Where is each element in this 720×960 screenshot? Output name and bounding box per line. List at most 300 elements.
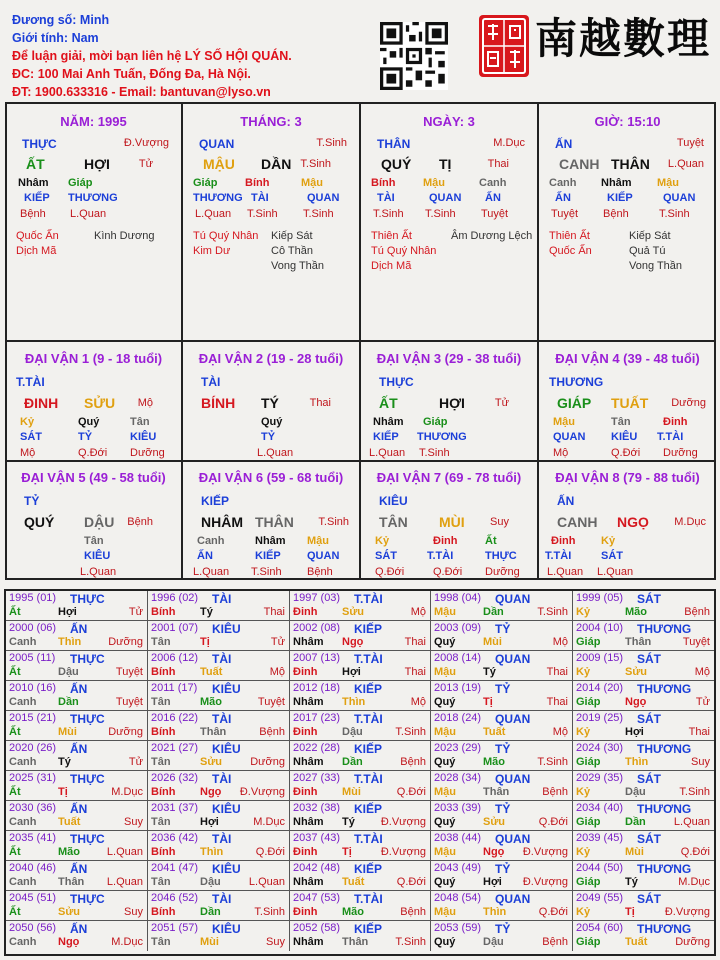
- special-star: Tú Quý Nhân: [371, 245, 437, 257]
- year-stem: Mậu: [434, 846, 456, 858]
- year-god: THƯƠNG: [637, 802, 692, 816]
- hidden-state: L.Quan: [369, 447, 406, 459]
- year-label: 2043 (49): [434, 862, 482, 874]
- year-branch: Dậu: [625, 786, 646, 798]
- dai-van-star: T.TÀI: [16, 375, 45, 389]
- header-line: Giới tính: Nam: [12, 31, 99, 45]
- year-branch: Ngọ: [58, 936, 80, 948]
- hidden-state: T.Sinh: [425, 208, 456, 220]
- year-cell: [573, 741, 714, 771]
- hidden-state: T.Sinh: [419, 447, 450, 459]
- year-cell: [148, 921, 290, 951]
- hidden-state: Tuyệt: [551, 208, 579, 220]
- special-star: Tú Quý Nhân: [193, 230, 259, 242]
- year-label: 2006 (12): [151, 652, 199, 664]
- hidden-stem: Kỷ: [601, 535, 616, 547]
- year-stage: Dưỡng: [108, 726, 143, 738]
- year-stem: Giáp: [576, 816, 601, 828]
- heavenly-stem: ĐINH: [24, 395, 59, 411]
- year-stage: Suy: [124, 816, 143, 828]
- life-stage: T.Sinh: [318, 516, 349, 528]
- hidden-stem: Mậu: [657, 177, 679, 189]
- year-god: QUAN: [495, 772, 531, 786]
- year-stage: L.Quan: [106, 876, 143, 888]
- hidden-stem: Đinh: [551, 535, 576, 547]
- special-star: Dịch Mã: [16, 245, 57, 257]
- special-star: Dịch Mã: [371, 260, 412, 272]
- year-branch: Tý: [483, 666, 496, 678]
- dai-van-8: [539, 462, 716, 580]
- seal-stamp-icon: [478, 14, 530, 78]
- year-stage: T.Sinh: [537, 756, 568, 768]
- year-label: 2050 (56): [9, 922, 57, 934]
- year-stem: Canh: [9, 636, 37, 648]
- hidden-stem: Tân: [84, 535, 104, 547]
- year-god: T.TÀI: [354, 712, 383, 726]
- year-branch: Tị: [625, 906, 635, 918]
- year-god: THỰC: [70, 592, 105, 606]
- year-god: T.TÀI: [354, 892, 383, 906]
- year-stage: T.Sinh: [395, 936, 426, 948]
- hidden-stem: Bính: [371, 177, 396, 189]
- year-stem: Tân: [151, 636, 171, 648]
- hidden-state: L.Quan: [257, 447, 294, 459]
- year-stem: Tân: [151, 696, 171, 708]
- year-stage: Bệnh: [542, 936, 568, 948]
- year-stem: Giáp: [576, 696, 601, 708]
- dai-van-star: TÀI: [201, 375, 221, 389]
- year-stage: Tử: [128, 756, 143, 768]
- year-stage: Mộ: [552, 726, 568, 738]
- year-branch: Mùi: [58, 726, 77, 738]
- year-stem: Đinh: [293, 606, 318, 618]
- special-star: Vong Thần: [629, 260, 683, 272]
- year-god: TÀI: [212, 772, 232, 786]
- special-star: Kình Dương: [94, 230, 155, 242]
- year-stage: T.Sinh: [679, 786, 710, 798]
- year-cell: [290, 891, 431, 921]
- year-stage: Thai: [404, 666, 426, 678]
- hidden-stem: Đinh: [663, 416, 688, 428]
- year-cell: [148, 711, 290, 741]
- year-god: SÁT: [637, 592, 661, 606]
- year-branch: Tý: [625, 876, 638, 888]
- year-label: 2009 (15): [576, 652, 624, 664]
- hidden-stem: Kỷ: [20, 416, 35, 428]
- hidden-stem: Kỷ: [375, 535, 390, 547]
- dai-van-star: THỰC: [379, 375, 414, 389]
- year-branch: Sửu: [342, 606, 365, 618]
- pillar-star: ẤN: [555, 137, 573, 151]
- year-god: TỶ: [495, 682, 511, 696]
- year-stage: M.Dục: [111, 786, 143, 798]
- year-stem: Bính: [151, 606, 176, 618]
- year-cell: [290, 681, 431, 711]
- dai-van-star: KIÊU: [379, 494, 408, 508]
- hidden-state: T.Sinh: [251, 566, 282, 578]
- year-stage: Dưỡng: [108, 636, 143, 648]
- year-stem: Quý: [434, 636, 456, 648]
- earthly-branch: HỢI: [439, 395, 465, 411]
- hidden-stem: Mậu: [307, 535, 329, 547]
- heavenly-stem: ẤT: [26, 156, 45, 172]
- year-god: SÁT: [637, 772, 661, 786]
- year-label: 2007 (13): [293, 652, 341, 664]
- year-stem: Bính: [151, 786, 176, 798]
- hidden-state: Mộ: [20, 447, 36, 459]
- year-cell: [290, 861, 431, 891]
- year-stage: Mộ: [410, 696, 426, 708]
- year-stem: Đinh: [293, 726, 318, 738]
- earthly-branch: TỊ: [439, 156, 452, 172]
- year-stem: Kỷ: [576, 666, 591, 678]
- year-god: KIẾP: [354, 862, 383, 876]
- year-stem: Mậu: [434, 726, 456, 738]
- hidden-stem: Nhâm: [601, 177, 632, 189]
- year-label: 2024 (30): [576, 742, 624, 754]
- year-branch: Dậu: [342, 726, 363, 738]
- year-stage: Mộ: [269, 666, 285, 678]
- earthly-branch: THÂN: [255, 514, 294, 530]
- hidden-god: QUAN: [307, 550, 340, 562]
- year-stage: M.Dục: [678, 876, 710, 888]
- year-branch: Ngọ: [625, 696, 647, 708]
- hidden-stem: Tân: [130, 416, 150, 428]
- year-label: 1997 (03): [293, 592, 341, 604]
- year-cell: [290, 741, 431, 771]
- pillar-2: [361, 104, 537, 341]
- earthly-branch: DẦN: [261, 156, 292, 172]
- hidden-stem: Mậu: [301, 177, 323, 189]
- hidden-state: Q.Đới: [611, 447, 641, 459]
- hidden-god: SÁT: [20, 431, 42, 443]
- year-stem: Nhâm: [293, 696, 324, 708]
- heavenly-stem: BÍNH: [201, 395, 236, 411]
- year-branch: Thân: [342, 936, 369, 948]
- year-cell: [6, 831, 148, 861]
- year-label: 2019 (25): [576, 712, 624, 724]
- year-stage: Tuyệt: [257, 696, 285, 708]
- year-branch: Tuất: [483, 726, 506, 738]
- year-label: 2045 (51): [9, 892, 57, 904]
- dai-van-title: ĐẠI VẬN 5 (49 - 58 tuổi): [21, 470, 166, 485]
- year-label: 1998 (04): [434, 592, 482, 604]
- year-stem: Ất: [9, 606, 21, 618]
- year-label: 2010 (16): [9, 682, 57, 694]
- year-god: TỶ: [495, 802, 511, 816]
- hidden-stem: Quý: [261, 416, 283, 428]
- pillar-title: GIỜ: 15:10: [594, 114, 661, 129]
- year-stage: Suy: [124, 906, 143, 918]
- year-god: THƯƠNG: [637, 862, 692, 876]
- year-branch: Hợi: [342, 666, 361, 678]
- year-stem: Nhâm: [293, 756, 324, 768]
- annual-luck-grid: [4, 589, 716, 956]
- life-stage: Suy: [490, 516, 509, 528]
- dai-van-2: [183, 343, 359, 461]
- hidden-state: T.Sinh: [659, 208, 690, 220]
- special-star: Kiếp Sát: [271, 230, 313, 242]
- year-cell: [6, 711, 148, 741]
- year-stem: Canh: [9, 936, 37, 948]
- year-stage: T.Sinh: [254, 906, 285, 918]
- hidden-god: THƯƠNG: [68, 192, 118, 204]
- hidden-state: L.Quan: [80, 566, 117, 578]
- year-cell: [290, 801, 431, 831]
- year-stem: Bính: [151, 906, 176, 918]
- hidden-god: KIẾP: [607, 192, 633, 204]
- year-stem: Nhâm: [293, 636, 324, 648]
- year-label: 2011 (17): [151, 682, 198, 694]
- year-cell: [431, 741, 573, 771]
- year-stage: Q.Đới: [255, 846, 285, 858]
- year-branch: Tý: [200, 606, 213, 618]
- year-stem: Đinh: [293, 666, 318, 678]
- year-branch: Tuất: [625, 936, 648, 948]
- year-cell: [573, 771, 714, 801]
- year-god: KIÊU: [212, 682, 241, 696]
- year-stage: Suy: [266, 936, 285, 948]
- year-branch: Sửu: [58, 906, 81, 918]
- pillar-1: [183, 104, 359, 341]
- year-branch: Tị: [58, 786, 68, 798]
- year-label: 1996 (02): [151, 592, 199, 604]
- year-stage: Thai: [546, 696, 568, 708]
- year-stem: Tân: [151, 936, 171, 948]
- year-label: 2014 (20): [576, 682, 624, 694]
- year-cell: [290, 621, 431, 651]
- year-label: 2002 (08): [293, 622, 341, 634]
- year-branch: Hợi: [58, 606, 77, 618]
- dai-van-5: [6, 462, 181, 580]
- hidden-state: Bệnh: [307, 566, 333, 578]
- hidden-god: T.TÀI: [657, 431, 684, 443]
- year-stage: Q.Đới: [396, 786, 426, 798]
- year-label: 2027 (33): [293, 772, 341, 784]
- year-label: 2041 (47): [151, 862, 199, 874]
- year-god: THƯƠNG: [637, 622, 692, 636]
- year-god: KIẾP: [354, 922, 383, 936]
- year-cell: [290, 651, 431, 681]
- year-stem: Kỷ: [576, 846, 591, 858]
- year-cell: [6, 861, 148, 891]
- year-cell: [148, 891, 290, 921]
- hidden-stem: Mậu: [423, 177, 445, 189]
- life-stage: Thai: [487, 158, 509, 170]
- year-cell: [290, 591, 431, 621]
- hidden-god: TỶ: [261, 431, 276, 443]
- year-stage: Thai: [404, 636, 426, 648]
- year-stem: Bính: [151, 666, 176, 678]
- year-label: 2040 (46): [9, 862, 57, 874]
- year-stage: Q.Đới: [538, 906, 568, 918]
- year-stage: Suy: [691, 756, 710, 768]
- year-cell: [431, 711, 573, 741]
- year-branch: Mùi: [342, 786, 361, 798]
- year-label: 2032 (38): [293, 802, 341, 814]
- special-star: Quốc Ấn: [16, 230, 59, 242]
- hidden-god: QUAN: [429, 192, 462, 204]
- year-label: 2042 (48): [293, 862, 341, 874]
- year-god: QUAN: [495, 712, 531, 726]
- year-stem: Tân: [151, 876, 171, 888]
- hidden-god: T.TÀI: [427, 550, 454, 562]
- year-god: THỰC: [70, 832, 105, 846]
- year-stem: Nhâm: [293, 816, 324, 828]
- hidden-state: Q.Đới: [433, 566, 463, 578]
- year-label: 2016 (22): [151, 712, 199, 724]
- year-cell: [148, 621, 290, 651]
- year-god: THỰC: [70, 652, 105, 666]
- dai-van-1: [6, 343, 181, 461]
- year-stem: Giáp: [576, 876, 601, 888]
- year-stage: Bệnh: [400, 906, 426, 918]
- year-label: 2031 (37): [151, 802, 199, 814]
- year-label: 2029 (35): [576, 772, 624, 784]
- hidden-state: Bệnh: [603, 208, 629, 220]
- year-stage: Đ.Vượng: [664, 906, 710, 918]
- life-stage: Bệnh: [127, 516, 153, 528]
- year-branch: Mùi: [200, 936, 219, 948]
- year-god: KIẾP: [354, 802, 383, 816]
- year-god: THƯƠNG: [637, 922, 692, 936]
- year-stem: Tân: [151, 816, 171, 828]
- year-god: TÀI: [212, 832, 232, 846]
- year-god: TỶ: [495, 742, 511, 756]
- pillar-title: NGÀY: 3: [423, 114, 475, 129]
- year-stage: Q.Đới: [538, 816, 568, 828]
- header: [0, 0, 720, 100]
- year-god: QUAN: [495, 592, 531, 606]
- heavenly-stem: QUÝ: [381, 156, 412, 172]
- hidden-stem: Giáp: [193, 177, 218, 189]
- year-stem: Nhâm: [293, 936, 324, 948]
- year-cell: [6, 741, 148, 771]
- year-stage: Tuyệt: [115, 666, 143, 678]
- header-line: ĐC: 100 Mai Anh Tuấn, Đống Đa, Hà Nội.: [12, 67, 251, 81]
- year-branch: Ngọ: [200, 786, 222, 798]
- hidden-state: Mộ: [553, 447, 569, 459]
- hidden-state: T.Sinh: [247, 208, 278, 220]
- year-stage: M.Dục: [111, 936, 143, 948]
- hidden-state: Q.Đới: [78, 447, 108, 459]
- year-cell: [6, 771, 148, 801]
- year-stem: Đinh: [293, 906, 318, 918]
- hidden-state: Bệnh: [20, 208, 46, 220]
- dai-van-7: [361, 462, 537, 580]
- pillar-star-state: Tuyệt: [676, 137, 704, 149]
- pillar-star-state: T.Sinh: [316, 137, 347, 149]
- hidden-stem: Nhâm: [373, 416, 404, 428]
- year-cell: [148, 681, 290, 711]
- year-stem: Quý: [434, 936, 456, 948]
- year-god: THƯƠNG: [637, 682, 692, 696]
- year-cell: [573, 921, 714, 951]
- year-branch: Dần: [58, 696, 79, 708]
- year-branch: Tị: [342, 846, 352, 858]
- qr-code-icon: [380, 22, 448, 90]
- year-label: 2018 (24): [434, 712, 482, 724]
- year-god: T.TÀI: [354, 592, 383, 606]
- year-cell: [431, 891, 573, 921]
- year-branch: Sửu: [483, 816, 506, 828]
- year-cell: [148, 591, 290, 621]
- heavenly-stem: QUÝ: [24, 514, 55, 530]
- pillar-star: THỰC: [22, 137, 57, 151]
- year-branch: Mùi: [483, 636, 502, 648]
- year-stage: Q.Đới: [396, 876, 426, 888]
- pillar-0: [6, 104, 181, 341]
- year-stem: Ất: [9, 666, 21, 678]
- year-god: KIÊU: [212, 802, 241, 816]
- year-stem: Quý: [434, 816, 456, 828]
- header-line: Đương số: Minh: [12, 13, 110, 27]
- year-cell: [148, 771, 290, 801]
- year-cell: [431, 861, 573, 891]
- year-stem: Bính: [151, 726, 176, 738]
- hidden-stem: Giáp: [423, 416, 448, 428]
- year-cell: [148, 801, 290, 831]
- year-cell: [290, 711, 431, 741]
- year-label: 2021 (27): [151, 742, 199, 754]
- year-stem: Quý: [434, 696, 456, 708]
- year-god: ẤN: [70, 862, 88, 876]
- life-stage: Tử: [494, 397, 509, 409]
- year-stem: Mậu: [434, 606, 456, 618]
- year-label: 2048 (54): [434, 892, 482, 904]
- year-god: TÀI: [212, 592, 232, 606]
- dai-van-title: ĐẠI VẬN 8 (79 - 88 tuổi): [555, 470, 700, 485]
- year-god: THỰC: [70, 772, 105, 786]
- hidden-state: Dưỡng: [663, 447, 698, 459]
- year-label: 2047 (53): [293, 892, 341, 904]
- heavenly-stem: NHÂM: [201, 514, 243, 530]
- year-cell: [573, 801, 714, 831]
- year-cell: [431, 921, 573, 951]
- year-branch: Sửu: [200, 756, 223, 768]
- pillar-star-state: M.Dục: [493, 137, 525, 149]
- year-god: ẤN: [70, 742, 88, 756]
- year-stem: Ất: [9, 906, 21, 918]
- hidden-stem: Ất: [485, 535, 497, 547]
- life-stage: Thai: [309, 397, 331, 409]
- pillar-3: [539, 104, 716, 341]
- year-label: 2054 (60): [576, 922, 624, 934]
- hidden-stem: Canh: [549, 177, 577, 189]
- special-star: Cô Thần: [271, 245, 313, 257]
- year-label: 2008 (14): [434, 652, 482, 664]
- year-god: KIÊU: [212, 622, 241, 636]
- hidden-god: KIẾP: [255, 550, 281, 562]
- year-stem: Đinh: [293, 846, 318, 858]
- hidden-stem: Mậu: [553, 416, 575, 428]
- year-god: TỶ: [495, 922, 511, 936]
- year-cell: [148, 741, 290, 771]
- year-branch: Thìn: [200, 846, 224, 858]
- year-stem: Bính: [151, 846, 176, 858]
- year-branch: Dần: [200, 906, 221, 918]
- year-stem: Ất: [9, 786, 21, 798]
- hidden-god: QUAN: [553, 431, 586, 443]
- year-stem: Kỷ: [576, 606, 591, 618]
- year-god: ẤN: [70, 622, 88, 636]
- year-god: SÁT: [637, 892, 661, 906]
- year-god: T.TÀI: [354, 772, 383, 786]
- earthly-branch: NGỌ: [617, 514, 649, 530]
- year-label: 2049 (55): [576, 892, 624, 904]
- year-branch: Dậu: [200, 876, 221, 888]
- year-stage: Q.Đới: [680, 846, 710, 858]
